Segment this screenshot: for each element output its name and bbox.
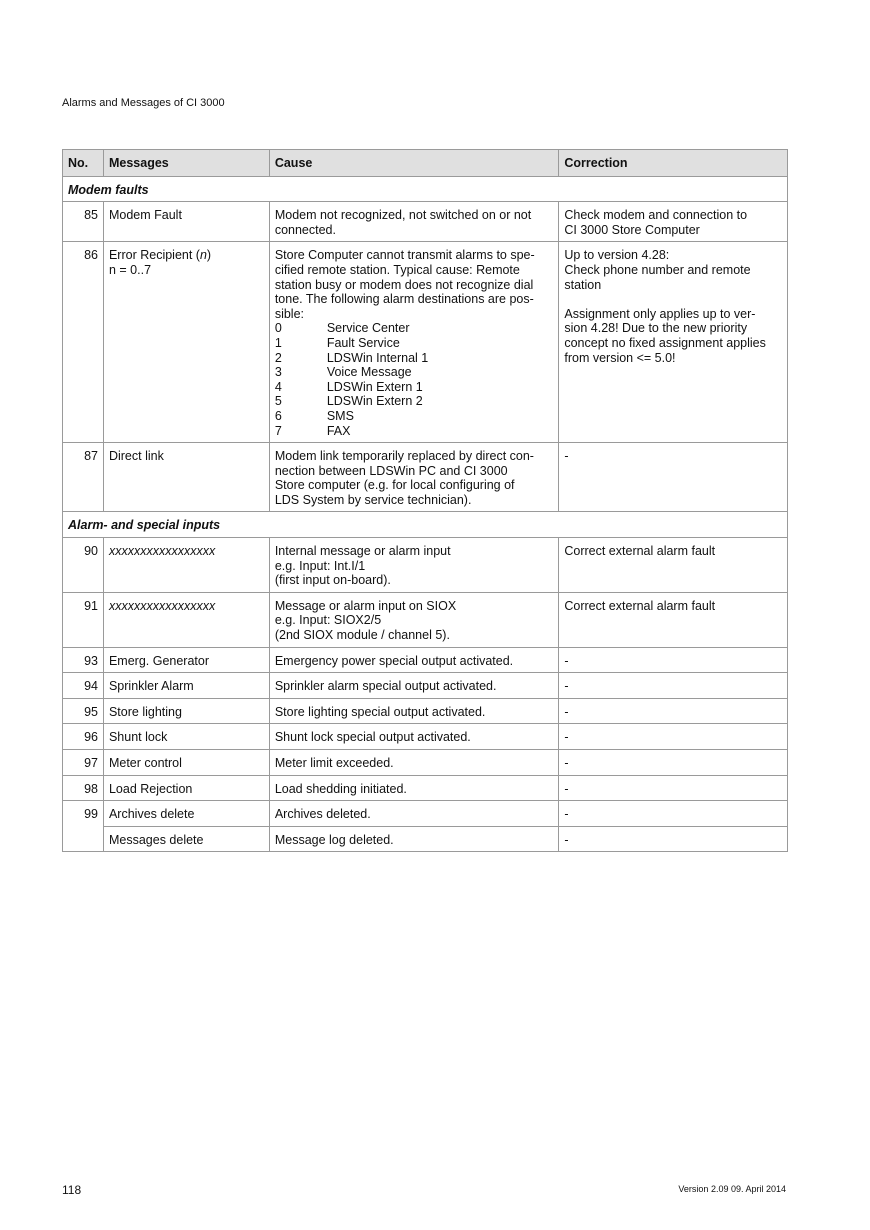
section-title-modem: Modem faults	[63, 176, 788, 202]
destination-number: 1	[274, 335, 282, 350]
message-subline: n = 0..7	[108, 262, 152, 277]
row-message: Messages delete	[103, 826, 269, 852]
table-row-94	[63, 673, 788, 699]
table-row-99	[63, 801, 788, 827]
header-messages: Messages	[103, 150, 269, 177]
cause-line: Internal message or alarm input	[274, 544, 451, 559]
table-header-row	[63, 150, 788, 177]
table-row-99-messages	[63, 826, 788, 852]
row-number: 99	[63, 801, 104, 852]
message-text: Error Recipient (	[108, 248, 200, 263]
section-row-alarm	[63, 512, 788, 538]
destination-number: 6	[274, 408, 282, 423]
correction-line: CI 3000 Store Computer	[564, 222, 700, 237]
cause-line: station busy or modem does not recognize dial	[274, 277, 534, 292]
destination-item	[275, 365, 554, 380]
row-cause: Meter limit exceeded.	[269, 750, 559, 776]
table-row-95	[63, 698, 788, 724]
cause-line: Store computer (e.g. for local configuring of	[274, 478, 515, 493]
correction-line: from version <= 5.0!	[564, 350, 676, 365]
row-correction: -	[559, 724, 788, 750]
row-message: xxxxxxxxxxxxxxxxx	[103, 592, 269, 647]
cause-line: LDS System by service technician).	[274, 492, 472, 507]
row-message: Direct link	[103, 443, 269, 512]
row-correction	[559, 242, 788, 443]
message-variable: n	[199, 248, 207, 263]
section-row-modem	[63, 176, 788, 202]
table-row-86	[63, 242, 788, 443]
table-row-98	[63, 775, 788, 801]
destination-label: FAX	[326, 423, 351, 438]
correction-line: Check phone number and remote	[564, 262, 751, 277]
cause-line: Modem not recognized, not switched on or not	[274, 208, 532, 223]
row-correction: Correct external alarm fault	[559, 592, 788, 647]
row-message: Store lighting	[103, 698, 269, 724]
destination-number: 2	[274, 350, 282, 365]
row-message	[103, 242, 269, 443]
destination-number: 0	[274, 321, 282, 336]
correction-line: station	[564, 277, 602, 292]
row-cause: Load shedding initiated.	[269, 775, 559, 801]
table-row-93	[63, 647, 788, 673]
cause-line: nection between LDSWin PC and CI 3000	[274, 463, 508, 478]
row-message: Shunt lock	[103, 724, 269, 750]
row-message: Meter control	[103, 750, 269, 776]
message-text-close: )	[206, 248, 212, 263]
correction-line: Check modem and connection to	[564, 208, 748, 223]
row-number: 90	[63, 538, 104, 593]
destination-item	[275, 336, 554, 351]
cause-line: tone. The following alarm destinations are pos-	[274, 292, 534, 307]
table-row-85	[63, 202, 788, 242]
cause-line: Modem link temporarily replaced by direct con-	[274, 449, 534, 464]
row-correction: -	[559, 775, 788, 801]
row-number: 94	[63, 673, 104, 699]
cause-line: connected.	[274, 222, 336, 237]
destination-item	[275, 380, 554, 395]
running-header: Alarms and Messages of CI 3000	[62, 97, 225, 109]
row-number: 96	[63, 724, 104, 750]
row-message: Sprinkler Alarm	[103, 673, 269, 699]
row-cause: Message log deleted.	[269, 826, 559, 852]
row-correction: -	[559, 443, 788, 512]
destination-label: Voice Message	[326, 365, 412, 380]
destination-number: 3	[274, 365, 282, 380]
destination-item	[275, 321, 554, 336]
row-correction: -	[559, 801, 788, 827]
destination-label: Fault Service	[326, 335, 400, 350]
destination-item	[275, 394, 554, 409]
header-no: No.	[63, 150, 104, 177]
row-message: Emerg. Generator	[103, 647, 269, 673]
row-correction	[559, 202, 788, 242]
header-cause: Cause	[269, 150, 559, 177]
page-number: 118	[62, 1183, 82, 1197]
row-number: 85	[63, 202, 104, 242]
row-cause	[269, 242, 559, 443]
message-line	[109, 248, 264, 263]
row-number: 93	[63, 647, 104, 673]
row-number: 87	[63, 443, 104, 512]
spacer	[564, 292, 782, 307]
row-cause	[269, 443, 559, 512]
row-cause	[269, 202, 559, 242]
row-cause: Archives deleted.	[269, 801, 559, 827]
destination-item	[275, 424, 554, 439]
row-message: xxxxxxxxxxxxxxxxx	[103, 538, 269, 593]
destination-label: LDSWin Extern 1	[326, 379, 423, 394]
cause-line: e.g. Input: SIOX2/5	[274, 613, 382, 628]
header-correction: Correction	[559, 150, 788, 177]
row-cause: Sprinkler alarm special output activated.	[269, 673, 559, 699]
cause-line: e.g. Input: Int.I/1	[274, 558, 366, 573]
correction-line: Assignment only applies up to ver-	[564, 306, 756, 321]
table-row-90	[63, 538, 788, 593]
cause-line: Message or alarm input on SIOX	[274, 598, 457, 613]
cause-line: sible:	[274, 306, 305, 321]
row-number: 97	[63, 750, 104, 776]
row-cause	[269, 592, 559, 647]
row-number: 95	[63, 698, 104, 724]
table-row-96	[63, 724, 788, 750]
row-cause: Emergency power special output activated.	[269, 647, 559, 673]
correction-line: Up to version 4.28:	[564, 248, 670, 263]
destination-number: 7	[274, 423, 282, 438]
row-message: Archives delete	[103, 801, 269, 827]
row-correction: -	[559, 647, 788, 673]
row-cause: Shunt lock special output activated.	[269, 724, 559, 750]
row-correction: -	[559, 826, 788, 852]
alarms-table	[62, 149, 788, 852]
destination-item	[275, 409, 554, 424]
destination-label: LDSWin Extern 2	[326, 394, 423, 409]
correction-line: concept no fixed assignment applies	[564, 335, 766, 350]
row-correction: Correct external alarm fault	[559, 538, 788, 593]
row-cause: Store lighting special output activated.	[269, 698, 559, 724]
row-cause	[269, 538, 559, 593]
cause-line: Store Computer cannot transmit alarms to spe-	[274, 248, 535, 263]
row-number: 98	[63, 775, 104, 801]
destination-number: 5	[274, 394, 282, 409]
row-number: 91	[63, 592, 104, 647]
table-row-97	[63, 750, 788, 776]
destination-label: LDSWin Internal 1	[326, 350, 429, 365]
destination-label: SMS	[326, 408, 354, 423]
row-message: Modem Fault	[103, 202, 269, 242]
destination-number: 4	[274, 379, 282, 394]
row-number: 86	[63, 242, 104, 443]
row-message: Load Rejection	[103, 775, 269, 801]
destination-item	[275, 351, 554, 366]
destination-label: Service Center	[326, 321, 410, 336]
version-info: Version 2.09 09. April 2014	[678, 1184, 786, 1194]
row-correction: -	[559, 673, 788, 699]
cause-line: (2nd SIOX module / channel 5).	[274, 628, 450, 643]
section-title-alarm: Alarm- and special inputs	[63, 512, 788, 538]
cause-line: (first input on-board).	[274, 573, 391, 588]
table-row-91	[63, 592, 788, 647]
table-row-87	[63, 443, 788, 512]
correction-line: sion 4.28! Due to the new priority	[564, 321, 748, 336]
cause-line: cified remote station. Typical cause: Remote	[274, 262, 520, 277]
row-correction: -	[559, 698, 788, 724]
row-correction: -	[559, 750, 788, 776]
